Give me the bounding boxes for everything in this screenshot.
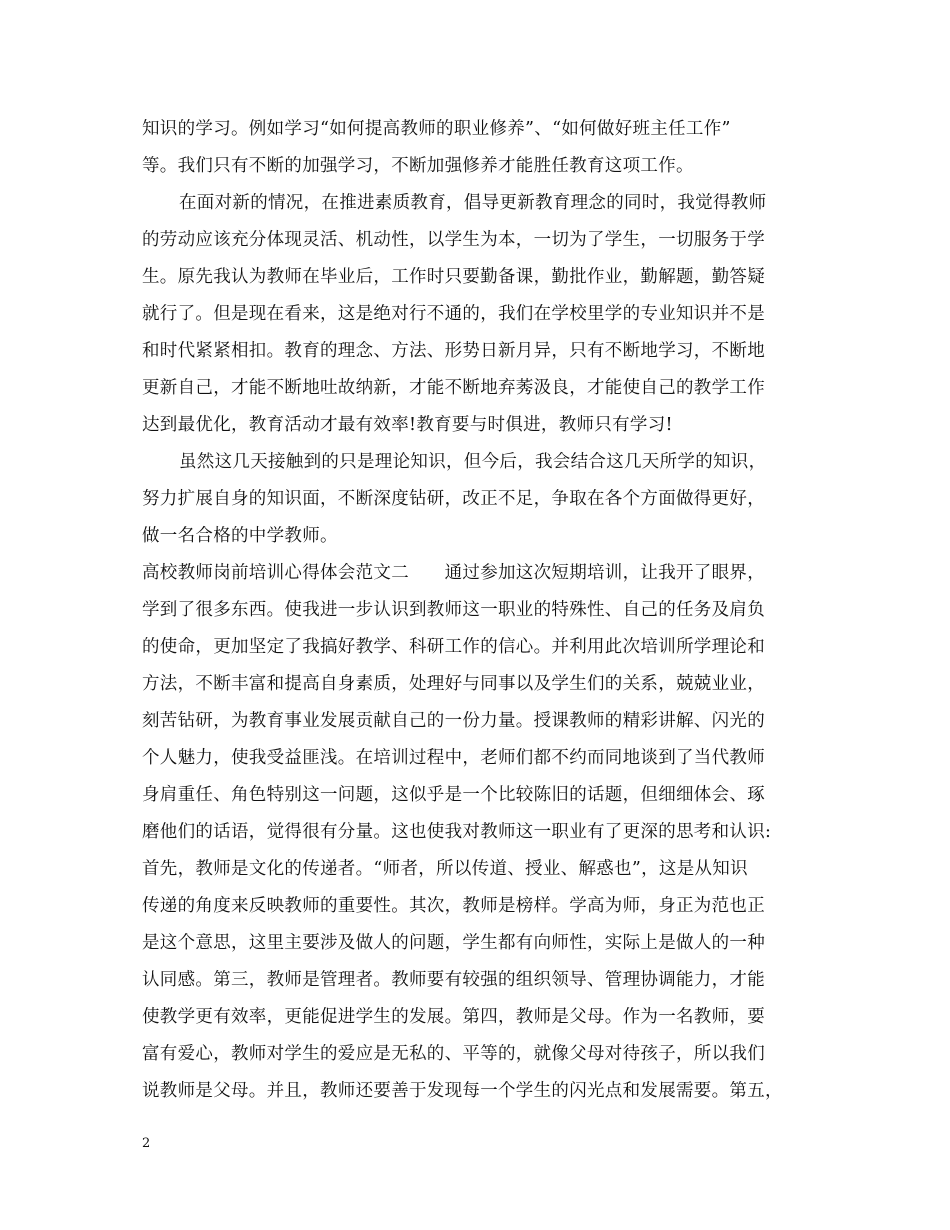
text-line: 刻苦钻研，为教育事业发展贡献自己的一份力量。授课教师的精彩讲解、闪光的 — [142, 711, 765, 731]
text-line: 磨他们的话语，觉得很有分量。这也使我对教师这一职业有了更深的思考和认识: — [142, 822, 772, 842]
text-line: 传递的角度来反映教师的重要性。其次，教师是榜样。学高为师，身正为范也正 — [142, 896, 765, 916]
text-line: 使教学更有效率，更能促进学生的发展。第四，教师是父母。作为一名教师，要 — [142, 1007, 765, 1027]
text-line: 方法，不断丰富和提高自身素质，处理好与同事以及学生们的关系，兢兢业业， — [142, 674, 765, 694]
text-line: 和时代紧紧相扣。教育的理念、方法、形势日新月异，只有不断地学习，不断地 — [142, 341, 765, 361]
text-line: 努力扩展自身的知识面，不断深度钻研，改正不足，争取在各个方面做得更好， — [142, 489, 765, 509]
text-line: 知识的学习。例如学习“如何提高教师的职业修养”、“如何做好班主任工作” — [142, 119, 731, 139]
text-line: 学到了很多东西。使我进一步认识到教师这一职业的特殊性、自己的任务及肩负 — [142, 600, 765, 620]
text-line: 生。原先我认为教师在毕业后，工作时只要勤备课，勤批作业，勤解题，勤答疑 — [142, 267, 765, 287]
text-line: 认同感。第三，教师是管理者。教师要有较强的组织领导、管理协调能力，才能 — [142, 970, 765, 990]
text-line: 的使命，更加坚定了我搞好教学、科研工作的信心。并利用此次培训所学理论和 — [142, 637, 765, 657]
text-line: 等。我们只有不断的加强学习，不断加强修养才能胜任教育这项工作。 — [142, 156, 694, 176]
text-line: 达到最优化，教育活动才最有效率!教育要与时俱进，教师只有学习! — [142, 415, 673, 435]
text-line: 做一名合格的中学教师。 — [142, 526, 338, 546]
text-line: 身肩重任、角色特别这一问题，这似乎是一个比较陈旧的话题，但细细体会、琢 — [142, 785, 765, 805]
text-line: 虽然这几天接触到的只是理论知识，但今后，我会结合这几天所学的知识， — [179, 452, 767, 472]
text-line: 首先，教师是文化的传递者。“师者，所以传道、授业、解惑也”，这是从知识 — [142, 859, 748, 879]
text-line: 富有爱心，教师对学生的爱应是无私的、平等的，就像父母对待孩子，所以我们 — [142, 1044, 765, 1064]
text-line: 个人魅力，使我受益匪浅。在培训过程中，老师们都不约而同地谈到了当代教师 — [142, 748, 765, 768]
text-line: 说教师是父母。并且，教师还要善于发现每一个学生的闪光点和发展需要。第五， — [142, 1081, 783, 1101]
text-line: 是这个意思，这里主要涉及做人的问题，学生都有向师性，实际上是做人的一种 — [142, 933, 765, 953]
text-line: 就行了。但是现在看来，这是绝对行不通的，我们在学校里学的专业知识并不是 — [142, 304, 765, 324]
text-line: 在面对新的情况，在推进素质教育，倡导更新教育理念的同时，我觉得教师 — [179, 193, 767, 213]
text-line: 的劳动应该充分体现灵活、机动性，以学生为本，一切为了学生，一切服务于学 — [142, 230, 765, 250]
section-heading-line: 高校教师岗前培训心得体会范文二 通过参加这次短期培训，让我开了眼界， — [142, 563, 765, 583]
text-line: 更新自己，才能不断地吐故纳新，才能不断地弃莠汲良，才能使自己的教学工作 — [142, 378, 765, 398]
page-number: 2 — [142, 1136, 151, 1151]
